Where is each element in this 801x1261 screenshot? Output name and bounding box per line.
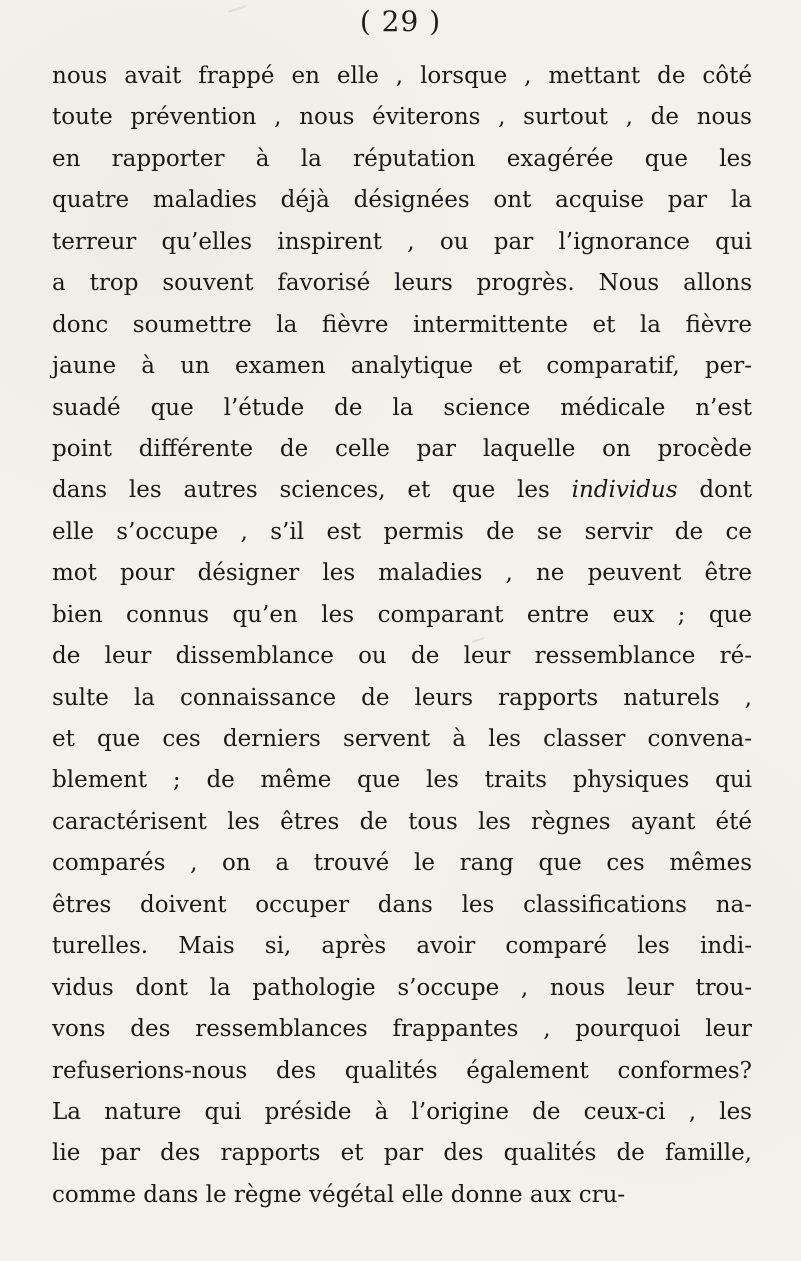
body-text — [52, 56, 752, 1216]
text-line-22: turelles. Mais si, après avoir comparé les indi- — [52, 933, 752, 960]
text-line-8: jaune à un examen analytique et comparatif, per- — [52, 353, 752, 380]
text-line-18: blement ; de même que les traits physiques qui — [52, 767, 752, 794]
text-line-23: vidus dont la pathologie s’occupe , nous leur trou- — [52, 974, 752, 1001]
text-line-6: a trop souvent favorisé leurs progrès. Nous allons — [52, 270, 752, 297]
text-line-2: toute prévention , nous éviterons , surtout , de nous — [52, 104, 752, 131]
text-line-28: comme dans le règne végétal elle donne aux cru- — [52, 1181, 626, 1208]
text-line-27: lie par des rapports et par des qualités de famille, — [52, 1140, 752, 1167]
text-line-10: point différente de celle par laquelle on procède — [52, 435, 752, 462]
italic-word-individus: individus — [571, 477, 678, 504]
text-line-19: caractérisent les êtres de tous les règnes ayant été — [52, 808, 752, 835]
text-line-20: comparés , on a trouvé le rang que ces mêmes — [52, 850, 752, 877]
page-number: ( 29 ) — [359, 5, 442, 38]
text-line-7: donc soumettre la fièvre intermittente et la fièvre — [52, 311, 752, 338]
text-line-1: nous avait frappé en elle , lorsque , mettant de côté — [52, 63, 752, 89]
text-line-11-end: dont — [699, 477, 753, 504]
text-line-9: suadé que l’étude de la science médicale n’est — [52, 394, 752, 421]
text-line-14: bien connus qu’en les comparant entre eux ; que — [52, 601, 752, 628]
text-line-4: quatre maladies déjà désignées ont acquise par la — [52, 187, 752, 214]
text-line-3: en rapporter à la réputation exagérée que les — [52, 145, 752, 172]
text-line-11-start: dans les autres sciences, et que les — [52, 477, 550, 504]
text-line-25: refuserions-nous des qualités également conformes? — [52, 1057, 752, 1084]
text-line-12: elle s’occupe , s’il est permis de se servir de ce — [52, 518, 752, 545]
text-line-26: La nature qui préside à l’origine de ceux-ci , les — [52, 1098, 752, 1125]
text-line-15: de leur dissemblance ou de leur ressemblance ré- — [52, 643, 752, 670]
text-line-16: sulte la connaissance de leurs rapports naturels , — [52, 684, 752, 711]
text-line-24: vons des ressemblances frappantes , pourquoi leur — [52, 1016, 752, 1043]
text-line-17: et que ces derniers servent à les classer convena- — [52, 726, 752, 752]
text-line-13: mot pour désigner les maladies , ne peuvent être — [52, 560, 752, 587]
text-line-11 — [52, 470, 752, 511]
text-line-5: terreur qu’elles inspirent , ou par l’ignorance qui — [52, 228, 752, 255]
text-line-21: êtres doivent occuper dans les classifications na- — [52, 891, 752, 918]
